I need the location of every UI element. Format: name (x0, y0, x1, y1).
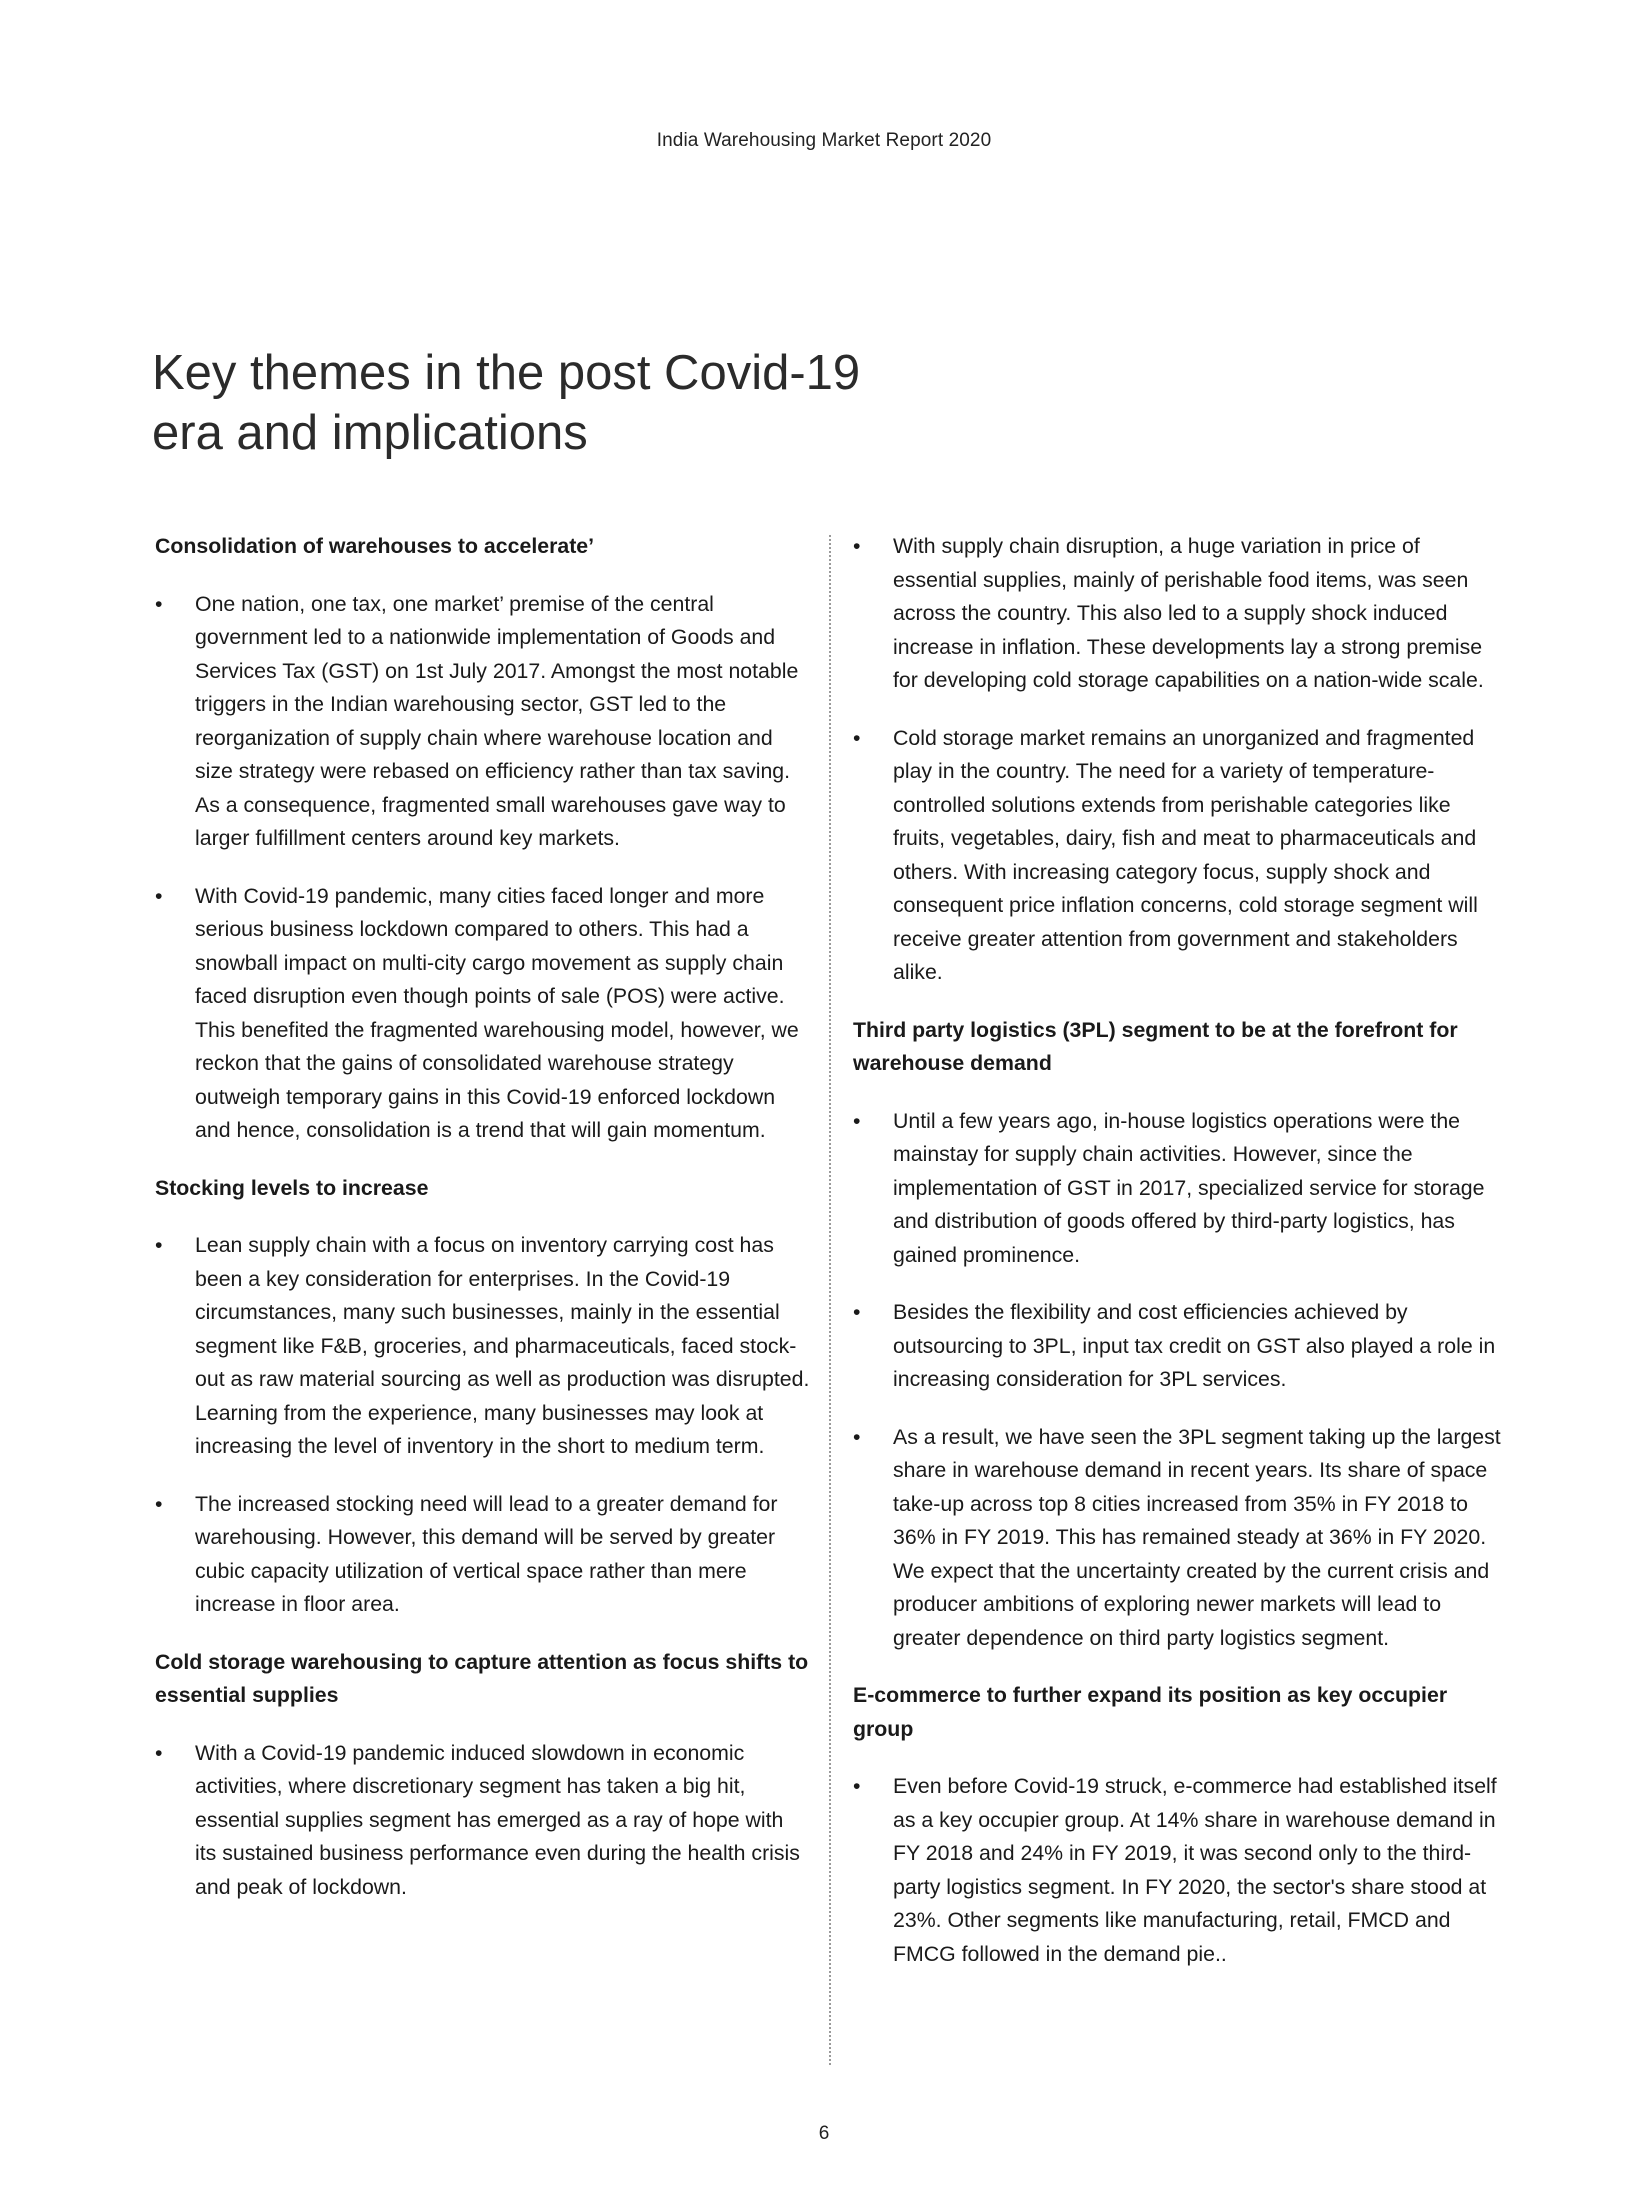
bullet-item: • The increased stocking need will lead to a greater demand for warehousing. However, this demand will be served by greater cubic capacity utilization of vertical space rather than mere increase in floor area. (155, 1488, 810, 1622)
bullet-item: • With a Covid-19 pandemic induced slowdown in economic activities, where discretionary segment has taken a big hit, essential supplies segment has emerged as a ray of hope with its sustained business performance even during the health crisis and peak of lockdown. (155, 1737, 810, 1905)
running-header: India Warehousing Market Report 2020 (656, 130, 992, 151)
bullet-item: • Cold storage market remains an unorganized and fragmented play in the country. The need for a variety of temperature-controlled solutions extends from perishable categories like fruits, vegetables, dairy, fish and meat to pharmaceuticals and others. With increasing category focus, supply shock and consequent price inflation concerns, cold storage segment will receive greater attention from government and stakeholders alike. (853, 722, 1503, 990)
bullet-list (853, 530, 1503, 990)
left-column (155, 530, 810, 1928)
bullet-item: • Until a few years ago, in-house logistics operations were the mainstay for supply chain activities. However, since the implementation of GST in 2017, specialized service for storage and distribution of goods offered by third-party logistics, has gained prominence. (853, 1105, 1503, 1273)
bullet-list (155, 1229, 810, 1622)
section-e-commerce (853, 1679, 1503, 1971)
bullet-item: • As a result, we have seen the 3PL segment taking up the largest share in warehouse demand in recent years. Its share of space take-up across top 8 cities increased from 35% in FY 2018 to 36% in FY 2019. This has remained steady at 36% in FY 2020. We expect that the uncertainty created by the current crisis and producer ambitions of exploring newer markets will lead to greater dependence on third party logistics segment. (853, 1421, 1503, 1656)
section-heading: Third party logistics (3PL) segment to be at the forefront for warehouse demand (853, 1017, 1458, 1075)
bullet-list (853, 1105, 1503, 1656)
right-column (853, 530, 1503, 1995)
bullet-list (155, 588, 810, 1148)
section-third-party-logistics (853, 1014, 1503, 1656)
bullet-item: • With supply chain disruption, a huge variation in price of essential supplies, mainly of perishable food items, was seen across the country. This also led to a supply shock induced increase in inflation. These developments lay a strong premise for developing cold storage capabilities on a nation-wide scale. (853, 530, 1503, 698)
bullet-list (155, 1737, 810, 1905)
bullet-item: • Even before Covid-19 struck, e-commerce had established itself as a key occupier group. At 14% share in warehouse demand in FY 2018 and 24% in FY 2019, it was second only to the third-party logistics segment. In FY 2020, the sector's share stood at 23%. Other segments like manufacturing, retail, FMCD and FMCG followed in the demand pie.. (853, 1770, 1503, 1971)
page-title-line-2: era and implications (152, 406, 588, 460)
bullet-item: • With Covid-19 pandemic, many cities faced longer and more serious business lockdown compared to others. This had a snowball impact on multi-city cargo movement as supply chain faced disruption even though points of sale (POS) were active. This benefited the fragmented warehousing model, however, we reckon that the gains of consolidated warehouse strategy outweigh temporary gains in this Covid-19 enforced lockdown and hence, consolidation is a trend that will gain momentum. (155, 880, 810, 1148)
bullet-list (853, 1770, 1503, 1971)
section-heading: Consolidation of warehouses to accelerate’ (155, 534, 595, 558)
bullet-item: • Lean supply chain with a focus on inventory carrying cost has been a key consideration for enterprises. In the Covid-19 circumstances, many such businesses, mainly in the essential segment like F&B, groceries, and pharmaceuticals, faced stock-out as raw material sourcing as well as production was disrupted. Learning from the experience, many businesses may look at increasing the level of inventory in the short to medium term. (155, 1229, 810, 1464)
section-heading: Stocking levels to increase (155, 1175, 429, 1200)
section-heading: Cold storage warehousing to capture attention as focus shifts to essential supplies (155, 1649, 809, 1707)
page-title-line-1: Key themes in the post Covid-19 (152, 346, 861, 400)
column-divider (829, 535, 831, 2065)
page-title (152, 343, 1052, 463)
page-number: 6 (818, 2123, 830, 2144)
section-stocking-levels (155, 1172, 810, 1622)
section-heading: E-commerce to further expand its position as key occupier group (853, 1683, 1448, 1741)
bullet-item: • One nation, one tax, one market’ premise of the central government led to a nationwide implementation of Goods and Services Tax (GST) on 1st July 2017. Amongst the most notable triggers in the Indian warehousing sector, GST led to the reorganization of supply chain where warehouse location and size strategy were rebased on efficiency rather than tax saving. As a consequence, fragmented small warehouses gave way to larger fulfillment centers around key markets. (155, 588, 810, 856)
bullet-item: • Besides the flexibility and cost efficiencies achieved by outsourcing to 3PL, input tax credit on GST also played a role in increasing consideration for 3PL services. (853, 1296, 1503, 1397)
section-consolidation (155, 530, 810, 1148)
section-cold-storage (155, 1646, 810, 1905)
